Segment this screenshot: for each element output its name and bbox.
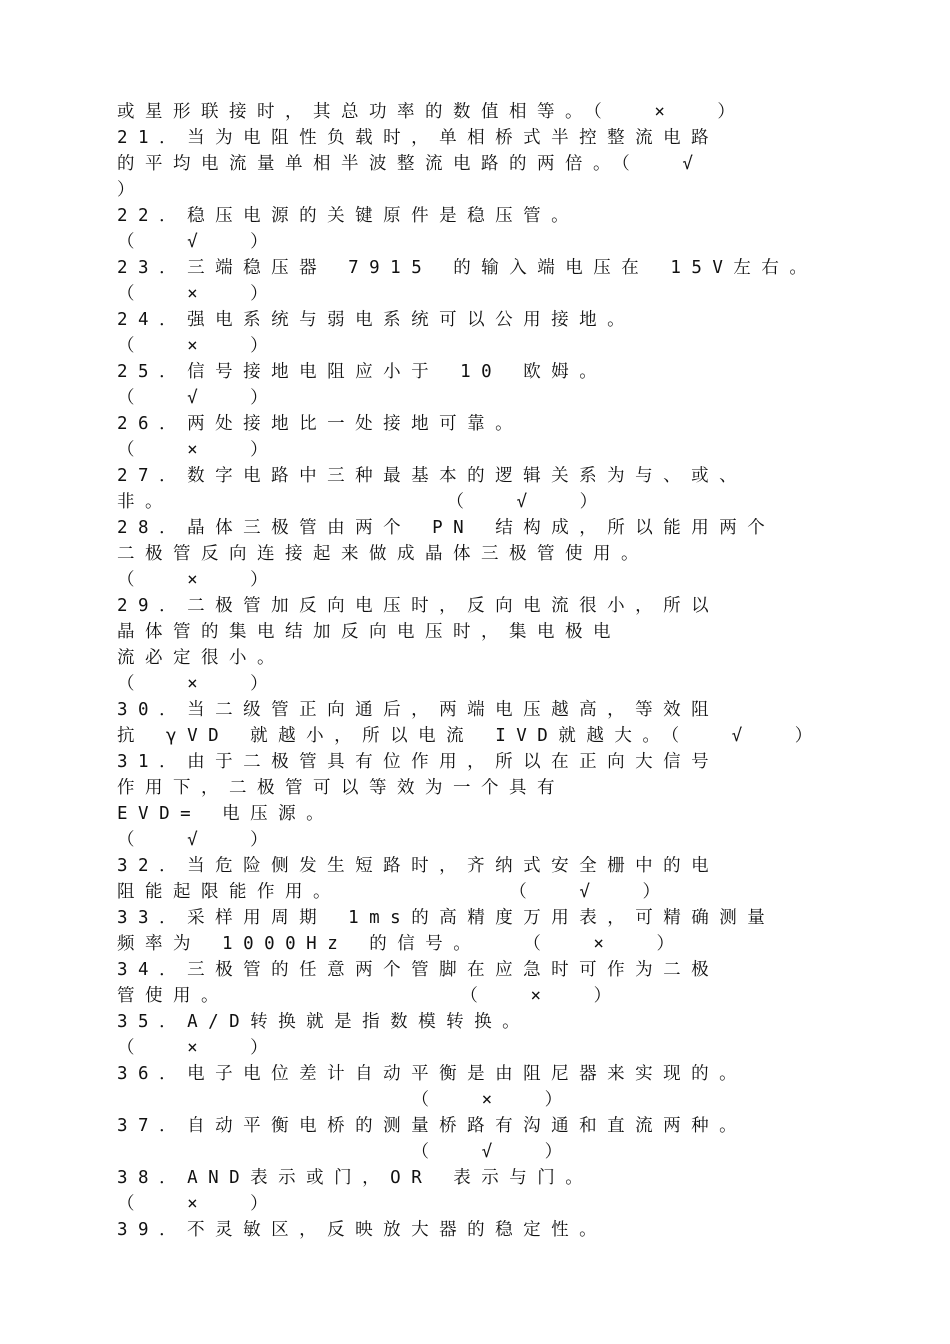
text-line: 35．A/D转换就是指数模转换。 bbox=[117, 1012, 531, 1032]
text-line: 30．当二级管正向通后，两端电压越高，等效阻 bbox=[117, 700, 720, 720]
text-line: 34．三极管的任意两个管脚在应急时可作为二极 bbox=[117, 960, 720, 980]
text-line: （ × ） bbox=[117, 1038, 279, 1058]
text-line: 37．自动平衡电桥的测量桥路有沟通和直流两种。 bbox=[117, 1116, 748, 1136]
text-line: （ × ） bbox=[117, 674, 279, 694]
text-line: 25．信号接地电阻应小于 10 欧姆。 bbox=[117, 362, 608, 382]
text-line: （ × ） bbox=[117, 336, 279, 356]
text-line: （ √ ） bbox=[117, 1142, 573, 1162]
text-line: 33．采样用周期 1ms的高精度万用表，可精确测量 bbox=[117, 908, 776, 928]
text-line: 21．当为电阻性负载时，单相桥式半控整流电路 bbox=[117, 128, 720, 148]
text-line: 24．强电系统与弱电系统可以公用接地。 bbox=[117, 310, 636, 330]
text-line: 频率为 1000Hz 的信号。 （ × ） bbox=[117, 934, 685, 954]
text-line: 二极管反向连接起来做成晶体三极管使用。 bbox=[117, 544, 649, 564]
text-line: 31．由于二极管具有位作用，所以在正向大信号 bbox=[117, 752, 720, 772]
text-line: （ × ） bbox=[117, 284, 279, 304]
text-line: 的平均电流量单相半波整流电路的两倍。（ √ bbox=[117, 154, 704, 174]
text-line: 作用下，二极管可以等效为一个具有 bbox=[117, 778, 565, 798]
text-line: 36．电子电位差计自动平衡是由阻尼器来实现的。 bbox=[117, 1064, 748, 1084]
text-line: EVD= 电压源。 bbox=[117, 804, 335, 824]
text-line: 流必定很小。 bbox=[117, 648, 285, 668]
text-line: （ × ） bbox=[117, 1194, 279, 1214]
text-line: （ √ ） bbox=[117, 830, 279, 850]
text-line: 晶体管的集电结加反向电压时，集电极电 bbox=[117, 622, 621, 642]
text-line: 27．数字电路中三种最基本的逻辑关系为与、或、 bbox=[117, 466, 748, 486]
text-line: 29．二极管加反向电压时，反向电流很小，所以 bbox=[117, 596, 720, 616]
text-line: （ × ） bbox=[117, 1090, 573, 1110]
text-line: 管使用。 （ × ） bbox=[117, 986, 622, 1006]
text-line: 非。 （ √ ） bbox=[117, 492, 608, 512]
text-line: 28．晶体三极管由两个 PN 结构成，所以能用两个 bbox=[117, 518, 776, 538]
text-line: （ √ ） bbox=[117, 232, 279, 252]
text-line: 阻能起限能作用。 （ √ ） bbox=[117, 882, 671, 902]
text-line: 32．当危险侧发生短路时，齐纳式安全栅中的电 bbox=[117, 856, 720, 876]
text-line: 38．AND表示或门，OR 表示与门。 bbox=[117, 1168, 594, 1188]
text-line: 或星形联接时，其总功率的数值相等。（ × ） bbox=[117, 102, 746, 122]
text-line: 22．稳压电源的关键原件是稳压管。 bbox=[117, 206, 580, 226]
text-line: 抗 γVD 就越小，所以电流 IVD就越大。（ √ ） bbox=[117, 726, 823, 746]
text-line: 23．三端稳压器 7915 的输入端电压在 15V左右。 bbox=[117, 258, 818, 278]
text-line: （ √ ） bbox=[117, 388, 279, 408]
text-line: 39．不灵敏区，反映放大器的稳定性。 bbox=[117, 1220, 608, 1240]
text-line: （ × ） bbox=[117, 440, 279, 460]
text-line: 26．两处接地比一处接地可靠。 bbox=[117, 414, 524, 434]
text-line: ） bbox=[117, 180, 145, 200]
text-line: （ × ） bbox=[117, 570, 279, 590]
